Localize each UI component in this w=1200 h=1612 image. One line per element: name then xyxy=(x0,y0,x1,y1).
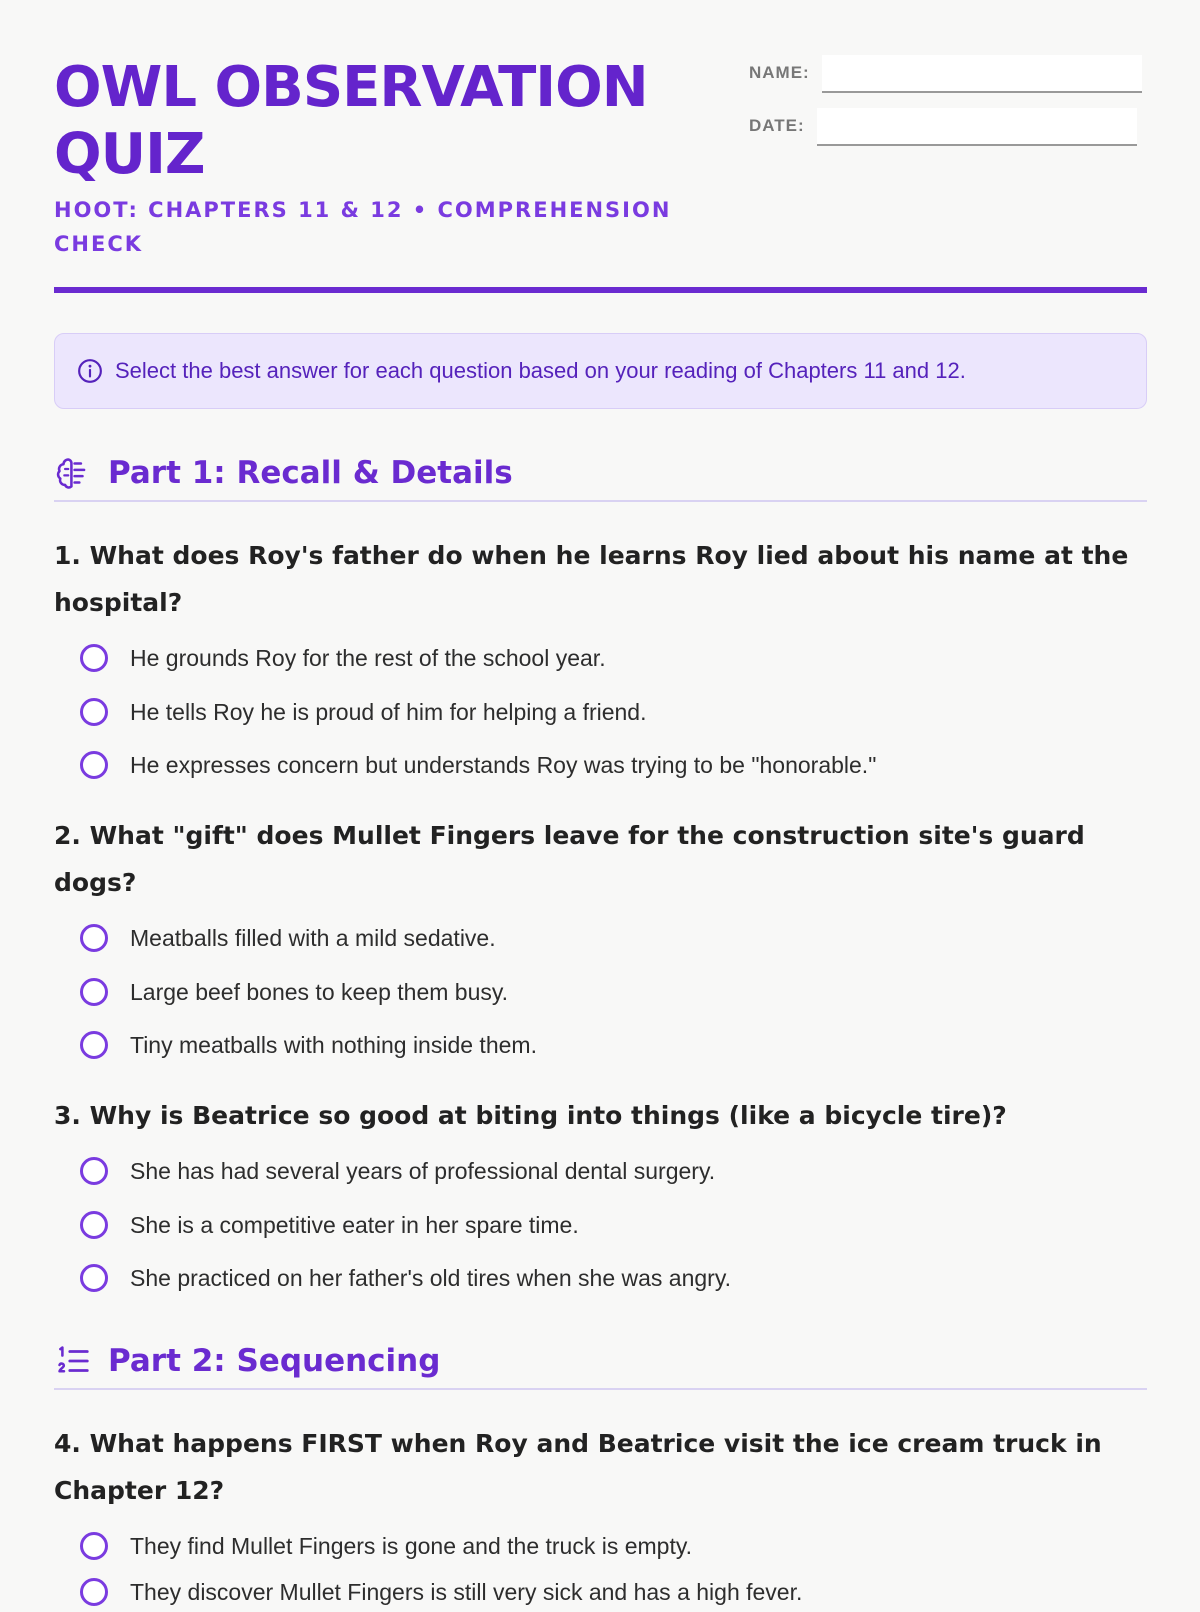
page-subtitle: HOOT: CHAPTERS 11 & 12 • COMPREHENSION CHECK xyxy=(54,198,672,256)
question-2-option-3[interactable] xyxy=(80,1025,537,1065)
question-2-option-1[interactable] xyxy=(80,918,496,958)
page-title: OWL OBSERVATION QUIZ xyxy=(54,55,648,187)
brain-icon xyxy=(54,454,92,492)
question-4-text: 4. What happens FIRST when Roy and Beatrice visit the ice cream truck in Chapter 12? xyxy=(54,1429,1102,1505)
date-input[interactable] xyxy=(817,108,1137,146)
question-4-option-2[interactable] xyxy=(80,1572,802,1612)
question-3-option-3[interactable] xyxy=(80,1258,731,1298)
option-label: She is a competitive eater in her spare time. xyxy=(130,1211,579,1238)
radio-button[interactable] xyxy=(80,924,108,952)
section-header-part-1 xyxy=(54,446,1147,502)
option-label: Meatballs filled with a mild sedative. xyxy=(130,924,496,951)
radio-button[interactable] xyxy=(80,978,108,1006)
radio-button[interactable] xyxy=(80,698,108,726)
radio-button[interactable] xyxy=(80,1031,108,1059)
option-label: They discover Mullet Fingers is still very sick and has a high fever. xyxy=(130,1578,803,1605)
option-label: Tiny meatballs with nothing inside them. xyxy=(130,1031,537,1058)
radio-button[interactable] xyxy=(80,1578,108,1606)
name-input[interactable] xyxy=(822,55,1142,93)
question-4-option-1[interactable] xyxy=(80,1526,692,1566)
name-label: NAME: xyxy=(749,63,810,82)
date-field-group xyxy=(749,108,1137,146)
question-2-text: 2. What "gift" does Mullet Fingers leave for the construction site's guard dogs? xyxy=(54,821,1085,897)
question-1-option-2[interactable] xyxy=(80,692,647,732)
radio-button[interactable] xyxy=(80,1157,108,1185)
section-header-part-2 xyxy=(54,1334,1147,1390)
option-label: Large beef bones to keep them busy. xyxy=(130,978,509,1005)
radio-button[interactable] xyxy=(80,1264,108,1292)
option-label: He expresses concern but understands Roy was trying to be "honorable." xyxy=(130,751,877,778)
radio-button[interactable] xyxy=(80,1532,108,1560)
question-1-option-1[interactable] xyxy=(80,638,606,678)
question-2-option-2[interactable] xyxy=(80,972,508,1012)
section-title: Part 1: Recall & Details xyxy=(108,455,513,491)
date-label: DATE: xyxy=(749,116,805,135)
question-3-text: 3. Why is Beatrice so good at biting into things (like a bicycle tire)? xyxy=(54,1101,1007,1130)
option-label: She has had several years of professional dental surgery. xyxy=(130,1157,716,1184)
instructions-text: Select the best answer for each question based on your reading of Chapters 11 and 12. xyxy=(115,358,966,383)
question-1-option-3[interactable] xyxy=(80,745,876,785)
option-label: She practiced on her father's old tires when she was angry. xyxy=(130,1264,732,1291)
option-label: He tells Roy he is proud of him for helping a friend. xyxy=(130,698,647,725)
quiz-page xyxy=(54,0,1147,1605)
numbered-list-icon xyxy=(54,1342,92,1380)
option-label: He grounds Roy for the rest of the school year. xyxy=(130,644,606,671)
question-1-text: 1. What does Roy's father do when he learns Roy lied about his name at the hospital? xyxy=(54,541,1129,617)
radio-button[interactable] xyxy=(80,1211,108,1239)
name-field-group xyxy=(749,55,1142,93)
radio-button[interactable] xyxy=(80,751,108,779)
info-icon xyxy=(77,358,103,384)
option-label: They find Mullet Fingers is gone and the truck is empty. xyxy=(130,1532,693,1559)
radio-button[interactable] xyxy=(80,644,108,672)
question-3-option-2[interactable] xyxy=(80,1205,579,1245)
quiz-header xyxy=(54,0,1147,293)
instructions-callout xyxy=(54,333,1147,409)
question-3-option-1[interactable] xyxy=(80,1151,715,1191)
section-title: Part 2: Sequencing xyxy=(108,1343,441,1379)
